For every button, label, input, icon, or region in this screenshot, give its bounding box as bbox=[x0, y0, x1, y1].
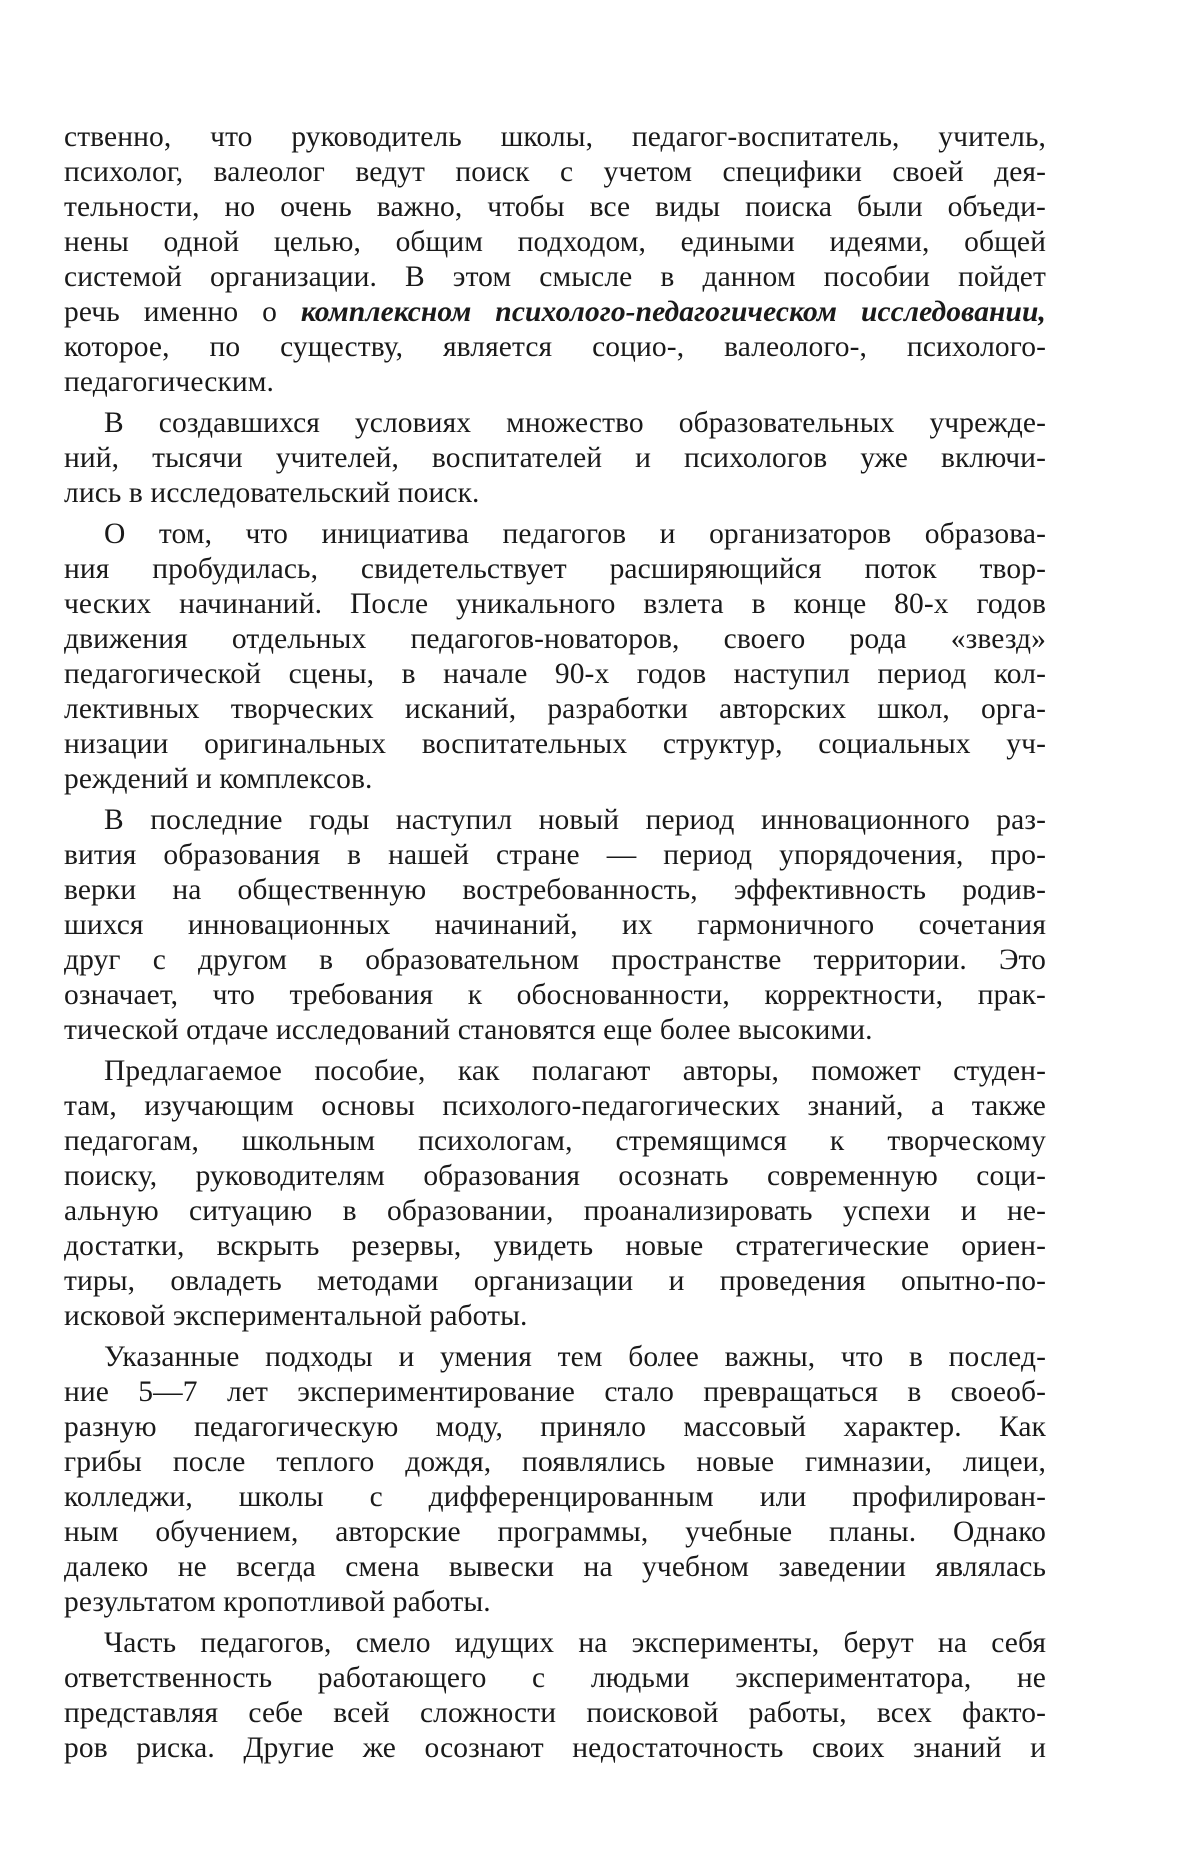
text-line: реждений и комплексов. bbox=[64, 763, 373, 795]
text-line: педагогической сцены, в начале 90-х годов наступил период кол- bbox=[64, 658, 1046, 690]
text-line: тической отдаче исследований становятся еще более высокими. bbox=[64, 1014, 873, 1046]
text-line: тиры, овладеть методами организации и проведения опытно-по- bbox=[64, 1265, 1046, 1297]
text-line: поиску, руководителям образования осознать современную соци- bbox=[64, 1160, 1046, 1192]
paragraph bbox=[64, 120, 1046, 400]
text-line: ответственность работающего с людьми экспериментатора, не bbox=[64, 1662, 1046, 1694]
text-line: ние 5—7 лет экспериментирование стало превращаться в своеоб- bbox=[64, 1376, 1046, 1408]
text-line: шихся инновационных начинаний, их гармоничного сочетания bbox=[64, 909, 1046, 941]
text-line: разную педагогическую моду, приняло массовый характер. Как bbox=[64, 1411, 1046, 1443]
text-line: которое, по существу, является социо-, валеолого-, психолого- bbox=[64, 331, 1046, 363]
paragraph bbox=[64, 803, 1046, 1048]
text-line: В последние годы наступил новый период инновационного раз- bbox=[104, 804, 1046, 836]
text-line: Предлагаемое пособие, как полагают авторы, поможет студен- bbox=[104, 1055, 1046, 1087]
text-line: вития образования в нашей стране — период упорядочения, про- bbox=[64, 839, 1046, 871]
text-line: ческих начинаний. После уникального взлета в конце 80-х годов bbox=[64, 588, 1046, 620]
paragraph bbox=[64, 1626, 1046, 1766]
text-line: Часть педагогов, смело идущих на эксперименты, берут на себя bbox=[104, 1627, 1046, 1659]
text-line: системой организации. В этом смысле в данном пособии пойдет bbox=[64, 261, 1046, 293]
text-line: тельности, но очень важно, чтобы все виды поиска были объеди- bbox=[64, 191, 1046, 223]
text-line: альную ситуацию в образовании, проанализировать успехи и не- bbox=[64, 1195, 1046, 1227]
text-line: ния пробудилась, свидетельствует расширяющийся поток твор- bbox=[64, 553, 1046, 585]
text-line: представляя себе всей сложности поисковой работы, всех факто- bbox=[64, 1697, 1046, 1729]
text-line-emphasis bbox=[64, 295, 1046, 330]
text-line: верки на общественную востребованность, эффективность родив- bbox=[64, 874, 1046, 906]
text-line: достатки, вскрыть резервы, увидеть новые стратегические ориен- bbox=[64, 1230, 1046, 1262]
emphasis-term: комплексном психолого-педагогическом исследовании, bbox=[300, 296, 1046, 328]
text-line: ственно, что руководитель школы, педагог-воспитатель, учитель, bbox=[64, 121, 1046, 153]
text-line: лись в исследовательский поиск. bbox=[64, 477, 480, 509]
text-line: психолог, валеолог ведут поиск с учетом специфики своей дея- bbox=[64, 156, 1046, 188]
text-line: друг с другом в образовательном пространстве территории. Это bbox=[64, 944, 1046, 976]
text-line: движения отдельных педагогов-новаторов, своего рода «звезд» bbox=[64, 623, 1046, 655]
text-line: педагогическим. bbox=[64, 366, 275, 398]
text-line: В создавшихся условиях множество образовательных учрежде- bbox=[104, 407, 1046, 439]
text-line: О том, что инициатива педагогов и организаторов образова- bbox=[104, 518, 1046, 550]
text-line: грибы после теплого дождя, появлялись новые гимназии, лицеи, bbox=[64, 1446, 1046, 1478]
paragraph bbox=[64, 1340, 1046, 1620]
text-line: там, изучающим основы психолого-педагогических знаний, а также bbox=[64, 1090, 1046, 1122]
text-line: низации оригинальных воспитательных структур, социальных уч- bbox=[64, 728, 1046, 760]
text-line: Указанные подходы и умения тем более важны, что в послед- bbox=[104, 1341, 1046, 1373]
text-line: нены одной целью, общим подходом, едиными идеями, общей bbox=[64, 226, 1046, 258]
text-line: ров риска. Другие же осознают недостаточность своих знаний и bbox=[64, 1732, 1046, 1764]
text-line: колледжи, школы с дифференцированным или профилирован- bbox=[64, 1481, 1046, 1513]
text-line: означает, что требования к обоснованности, корректности, прак- bbox=[64, 979, 1046, 1011]
text-line: лективных творческих исканий, разработки авторских школ, орга- bbox=[64, 693, 1046, 725]
text-line: ным обучением, авторские программы, учебные планы. Однако bbox=[64, 1516, 1046, 1548]
paragraph bbox=[64, 517, 1046, 797]
text-line: ний, тысячи учителей, воспитателей и психологов уже включи- bbox=[64, 442, 1046, 474]
page-text bbox=[64, 120, 1046, 1772]
text-line: педагогам, школьным психологам, стремящимся к творческому bbox=[64, 1125, 1046, 1157]
text-line: исковой экспериментальной работы. bbox=[64, 1300, 528, 1332]
paragraph bbox=[64, 406, 1046, 511]
text-line: далеко не всегда смена вывески на учебном заведении являлась bbox=[64, 1551, 1046, 1583]
emphasis-prefix: речь именно о bbox=[64, 296, 301, 328]
text-line: результатом кропотливой работы. bbox=[64, 1586, 491, 1618]
paragraph bbox=[64, 1054, 1046, 1334]
